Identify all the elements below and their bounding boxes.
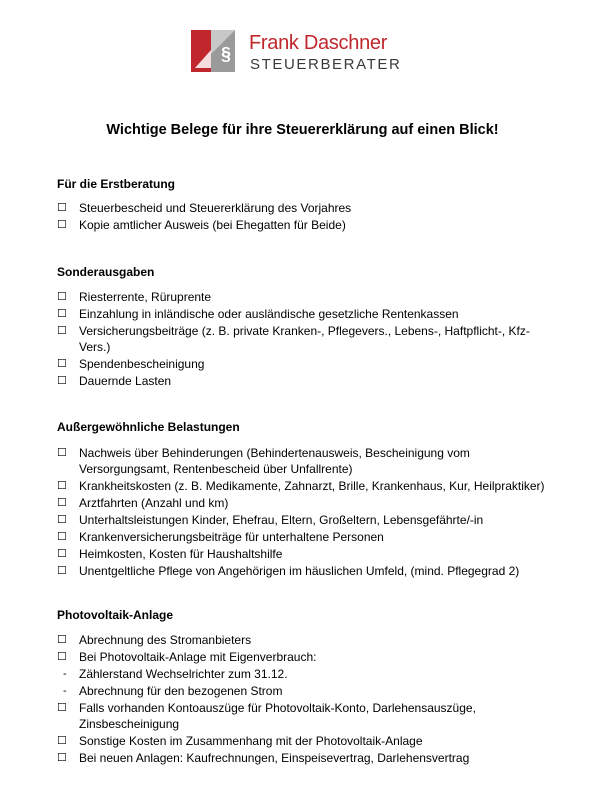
logo-name: Frank Daschner <box>249 32 388 54</box>
list-item: ☐ Steuerbescheid und Steuererklärung des Vorjahres <box>57 201 352 215</box>
checkbox-icon: ☐ <box>57 651 67 663</box>
list-item: ☐ Heimkosten, Kosten für Haushaltshilfe <box>57 547 283 561</box>
checkbox-icon: ☐ <box>57 752 67 764</box>
checklist-sonderausgaben <box>57 289 557 390</box>
section-title-photovoltaik: Photovoltaik-Anlage <box>57 608 174 622</box>
list-item: ☐ Versicherungsbeiträge (z. B. private Kranken-, Pflegevers., Lebens-, Haftpflicht-, Kfz-Vers.) <box>57 324 530 354</box>
list-item: ☐ Bei neuen Anlagen: Kaufrechnungen, Einspeisevertrag, Darlehensvertrag <box>57 751 470 765</box>
checkbox-icon: ☐ <box>57 291 67 303</box>
checkbox-icon: ☐ <box>57 497 67 509</box>
company-logo <box>191 30 406 74</box>
checkbox-icon: ☐ <box>57 202 67 214</box>
checkbox-icon: ☐ <box>57 634 67 646</box>
section-title-sonderausgaben: Sonderausgaben <box>57 265 155 279</box>
list-item: ☐ Einzahlung in inländische oder ausländische gesetzliche Rentenkassen <box>57 307 459 321</box>
list-item: ☐ Sonstige Kosten im Zusammenhang mit der Photovoltaik-Anlage <box>57 734 423 748</box>
checkbox-icon: ☐ <box>57 702 67 714</box>
list-item: ☐ Abrechnung des Stromanbieters <box>57 633 252 647</box>
checklist-erstberatung <box>57 200 557 234</box>
dash-bullet-icon: - <box>63 685 67 697</box>
list-item: ☐ Spendenbescheinigung <box>57 357 205 371</box>
checkbox-icon: ☐ <box>57 308 67 320</box>
list-item: ☐ Kopie amtlicher Ausweis (bei Ehegatten für Beide) <box>57 218 346 232</box>
list-item: ☐ Riesterrente, Rüruprente <box>57 290 212 304</box>
checkbox-icon: ☐ <box>57 531 67 543</box>
checklist-belastungen <box>57 445 557 580</box>
checkbox-icon: ☐ <box>57 735 67 747</box>
list-subitem: - Abrechnung für den bezogenen Strom <box>63 684 283 698</box>
section-title-belastungen: Außergewöhnliche Belastungen <box>57 420 240 434</box>
list-item: ☐ Krankenversicherungsbeiträge für unterhaltene Personen <box>57 530 384 544</box>
list-item: ☐ Krankheitskosten (z. B. Medikamente, Zahnarzt, Brille, Krankenhaus, Kur, Heilpraktiker) <box>57 479 545 493</box>
list-item: ☐ Falls vorhanden Kontoauszüge für Photovoltaik-Konto, Darlehensauszüge, Zinsbescheinigung <box>57 701 476 731</box>
checkbox-icon: ☐ <box>57 358 67 370</box>
checkbox-icon: ☐ <box>57 565 67 577</box>
page-title: Wichtige Belege für ihre Steuererklärung auf einen Blick! <box>106 122 499 138</box>
list-item: ☐ Unentgeltliche Pflege von Angehörigen im häuslichen Umfeld, (mind. Pflegegrad 2) <box>57 564 520 578</box>
dash-bullet-icon: - <box>63 668 67 680</box>
checkbox-icon: ☐ <box>57 375 67 387</box>
list-item: ☐ Unterhaltsleistungen Kinder, Ehefrau, Eltern, Großeltern, Lebensgefährte/-in <box>57 513 484 527</box>
checkbox-icon: ☐ <box>57 514 67 526</box>
checklist-photovoltaik <box>57 632 557 767</box>
list-item: ☐ Bei Photovoltaik-Anlage mit Eigenverbrauch: <box>57 650 317 664</box>
logo-mark-icon <box>191 30 241 72</box>
checkbox-icon: ☐ <box>57 548 67 560</box>
checkbox-icon: ☐ <box>57 480 67 492</box>
list-item: ☐ Dauernde Lasten <box>57 374 172 388</box>
list-item: ☐ Nachweis über Behinderungen (Behindertenausweis, Bescheinigung vom Versorgungsamt, Rentenbescheid über Unfallrente) <box>57 446 470 476</box>
checkbox-icon: ☐ <box>57 325 67 337</box>
list-item: ☐ Arztfahrten (Anzahl und km) <box>57 496 229 510</box>
checkbox-icon: ☐ <box>57 219 67 231</box>
logo-subtitle: STEUERBERATER <box>250 56 402 73</box>
svg-text:§: § <box>221 44 232 64</box>
checkbox-icon: ☐ <box>57 447 67 459</box>
section-title-erstberatung: Für die Erstberatung <box>57 177 176 191</box>
list-subitem: - Zählerstand Wechselrichter zum 31.12. <box>63 667 288 681</box>
